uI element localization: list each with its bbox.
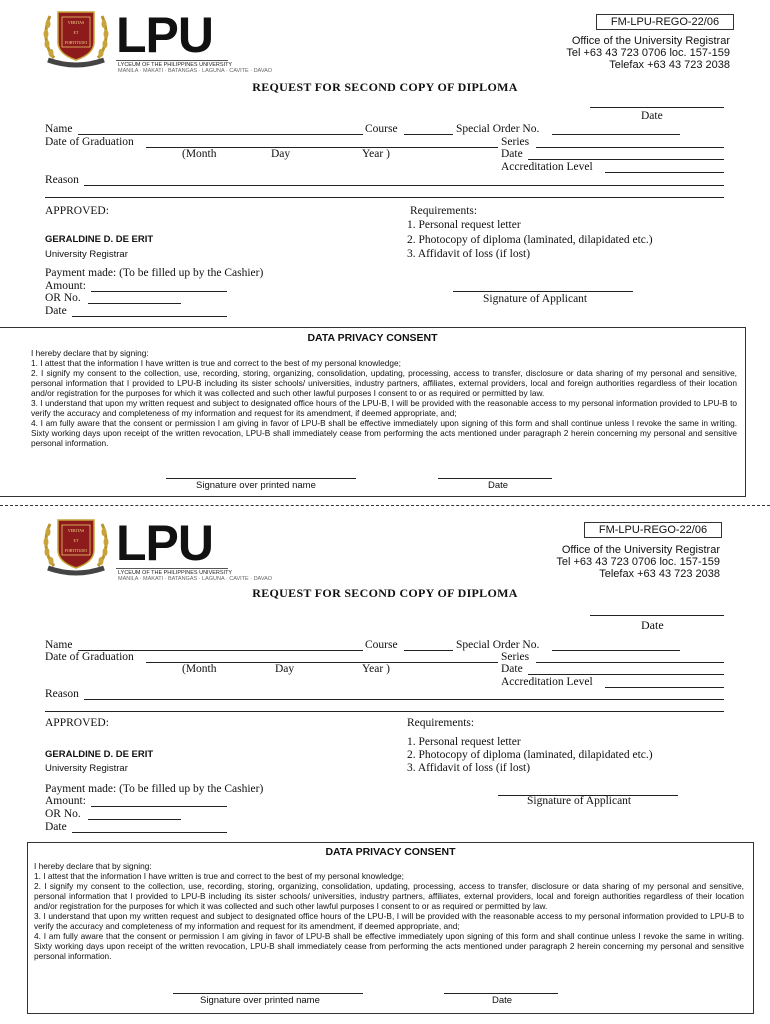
graduation-date-label: Date of Graduation	[45, 651, 134, 663]
request-date-line[interactable]	[590, 107, 724, 108]
privacy-title: DATA PRIVACY CONSENT	[325, 846, 456, 858]
month-label: (Month	[182, 663, 217, 675]
form-copy-1	[0, 0, 770, 505]
lpu-seal-logo	[40, 516, 112, 578]
privacy-text	[34, 861, 744, 961]
reason-line-1[interactable]	[84, 185, 724, 186]
lpu-seal-logo	[40, 8, 112, 70]
lpu-brand-text: LPU	[116, 7, 213, 63]
privacy-item-3: 3. I understand that upon my written request and subject to designated office hours of the LPU-B, I will be provided with the reasonable access to my personal information provided to LPU-B to verify the accuracy and completeness of my information and request for its amendment, if deemed appropriate, and;	[31, 398, 737, 418]
lpu-university-name: LYCEUM OF THE PHILIPPINES UNIVERSITY	[118, 62, 233, 68]
form-copy-2	[0, 508, 770, 1024]
privacy-intro: I hereby declare that by signing:	[34, 861, 152, 871]
requirement-item-3: 3. Affidavit of loss (if lost)	[407, 248, 531, 260]
privacy-date-line[interactable]	[438, 478, 552, 479]
requirement-item-2: 2. Photocopy of diploma (laminated, dilapidated etc.)	[407, 749, 653, 761]
registrar-name: GERALDINE D. DE ERIT	[45, 234, 154, 245]
name-label: Name	[45, 639, 73, 651]
privacy-date-label: Date	[488, 480, 509, 491]
privacy-signature-label: Signature over printed name	[200, 995, 320, 1006]
reason-line-2[interactable]	[45, 711, 724, 712]
payment-label: Payment made: (To be filled up by the Cashier)	[45, 267, 264, 279]
registrar-position: University Registrar	[45, 763, 128, 774]
privacy-intro: I hereby declare that by signing:	[31, 348, 149, 358]
privacy-item-1: 1. I attest that the information I have written is true and correct to the best of my personal knowledge;	[31, 358, 401, 368]
accreditation-line[interactable]	[605, 687, 724, 688]
lpu-campuses: MANILA · MAKATI · BATANGAS · LAGUNA · CAVITE · DAVAO	[118, 576, 273, 582]
requirement-item-1: 1. Personal request letter	[407, 219, 521, 231]
request-date-label: Date	[641, 618, 664, 632]
day-label: Day	[275, 663, 295, 675]
office-name: Office of the University Registrar	[571, 35, 730, 47]
form-title: REQUEST FOR SECOND COPY OF DIPLOMA	[252, 586, 518, 600]
office-info	[420, 544, 720, 580]
so-date-line[interactable]	[528, 674, 724, 675]
request-date-label: Date	[641, 110, 663, 122]
form-code-box: FM-LPU-REGO-22/06	[584, 522, 722, 538]
or-no-label: OR No.	[45, 292, 81, 304]
svg-text:FORTITUDO: FORTITUDO	[64, 40, 88, 45]
name-label: Name	[45, 123, 73, 135]
office-info	[430, 35, 730, 71]
reason-label: Reason	[45, 174, 79, 186]
privacy-item-4: 4. I am fully aware that the consent or permission I am giving in favor of LPU-B shall be effective immediately upon signing of this form and shall continue unless I revoke the same in writing. Sixty working days upon receipt of the written revocation, LPU-B shall immediately cease from performing the acts mentioned under paragraph 2 herein concerning my personal and sensitive personal information.	[31, 418, 737, 448]
svg-text:ET: ET	[73, 30, 79, 35]
requirement-item-1: 1. Personal request letter	[407, 736, 521, 748]
name-line[interactable]	[78, 134, 363, 135]
privacy-signature-line[interactable]	[166, 478, 356, 479]
month-label: (Month	[182, 148, 217, 160]
series-label: Series	[501, 651, 530, 663]
office-telefax: Telefax +63 43 723 2038	[599, 568, 720, 580]
approved-label: APPROVED:	[45, 717, 109, 729]
series-label: Series	[501, 136, 530, 148]
privacy-signature-line[interactable]	[173, 993, 363, 994]
applicant-signature-label: Signature of Applicant	[527, 795, 632, 807]
or-no-label: OR No.	[45, 808, 81, 820]
accreditation-label: Accreditation Level	[501, 161, 593, 173]
or-no-line[interactable]	[88, 819, 181, 820]
privacy-text	[31, 348, 737, 448]
special-order-label: Special Order No.	[456, 639, 540, 651]
applicant-signature-line[interactable]	[453, 291, 633, 292]
payment-date-line[interactable]	[72, 832, 227, 833]
request-date-line[interactable]	[590, 615, 724, 616]
course-label: Course	[365, 123, 398, 135]
privacy-date-line[interactable]	[444, 993, 558, 994]
lpu-campuses: MANILA · MAKATI · BATANGAS · LAGUNA · CAVITE · DAVAO	[118, 68, 273, 74]
graduation-date-label: Date of Graduation	[45, 136, 134, 148]
svg-text:VERITAS: VERITAS	[67, 528, 85, 533]
logo-rule	[116, 60, 228, 61]
privacy-date-label: Date	[492, 995, 513, 1006]
or-no-line[interactable]	[88, 303, 181, 304]
reason-label: Reason	[45, 688, 79, 700]
privacy-title: DATA PRIVACY CONSENT	[307, 332, 438, 344]
office-name: Office of the University Registrar	[561, 544, 720, 556]
amount-label: Amount:	[45, 280, 86, 292]
registrar-name: GERALDINE D. DE ERIT	[45, 749, 154, 760]
series-line[interactable]	[536, 662, 724, 663]
data-privacy-box	[27, 842, 754, 1014]
privacy-item-4: 4. I am fully aware that the consent or permission I am giving in favor of LPU-B shall be effective immediately upon signing of this form and shall continue unless I revoke the same in writing. Sixty working days upon receipt of the written revocation, LPU-B shall immediately cease from performing the acts mentioned under paragraph 2 herein concerning my personal and sensitive personal information.	[34, 931, 744, 961]
privacy-item-2: 2. I signify my consent to the collection, use, recording, storing, organizing, consolidation, updating, processing, access to transfer, disclosure or data sharing of my personal and sensitive, personal information that I provided to LPU-B including its sister schools/ universities, industry partners, affiliates, external providers, local and foreign authorities regardless of their location and/or registration for the purposes for which it was collected and such other lawful purposes I consent to or as required or permitted by law.	[34, 881, 744, 911]
privacy-item-1: 1. I attest that the information I have written is true and correct to the best of my personal knowledge;	[34, 871, 404, 881]
privacy-item-3: 3. I understand that upon my written request and subject to designated office hours of the LPU-B, I will be provided with the reasonable access to my personal information provided to LPU-B to verify the accuracy and completeness of my information and request for its amendment, if deemed appropriate, and;	[34, 911, 744, 931]
so-date-line[interactable]	[528, 159, 724, 160]
cut-line	[0, 505, 770, 506]
year-label: Year )	[362, 148, 390, 160]
reason-line-1[interactable]	[84, 699, 724, 700]
so-date-label: Date	[501, 663, 523, 675]
form-title: REQUEST FOR SECOND COPY OF DIPLOMA	[252, 80, 518, 94]
form-code-box: FM-LPU-REGO-22/06	[596, 14, 734, 30]
so-date-label: Date	[501, 148, 523, 160]
requirements-label: Requirements:	[407, 717, 475, 729]
svg-text:ET: ET	[73, 538, 79, 543]
requirements-label: Requirements:	[410, 205, 478, 217]
approved-label: APPROVED:	[45, 205, 109, 217]
amount-line[interactable]	[91, 291, 227, 292]
accreditation-line[interactable]	[605, 172, 724, 173]
office-telefax: Telefax +63 43 723 2038	[609, 59, 730, 71]
payment-date-line[interactable]	[72, 316, 227, 317]
data-privacy-box	[0, 327, 746, 497]
requirement-item-2: 2. Photocopy of diploma (laminated, dilapidated etc.)	[407, 234, 653, 246]
privacy-signature-label: Signature over printed name	[196, 480, 316, 491]
lpu-brand-text: LPU	[116, 515, 213, 571]
day-label: Day	[271, 148, 291, 160]
privacy-item-2: 2. I signify my consent to the collection, use, recording, storing, organizing, consolidation, updating, processing, access to transfer, disclosure or data sharing of my personal and sensitive, personal information that I provided to LPU-B including its sister schools/ universities, industry partners, affiliates, external providers, local and foreign authorities regardless of their location and/or registration for the purposes for which it was collected and such other lawful purposes I consent to or as required or permitted by law.	[31, 368, 737, 398]
office-tel: Tel +63 43 723 0706 loc. 157-159	[566, 47, 730, 59]
logo-rule	[116, 568, 228, 569]
applicant-signature-label: Signature of Applicant	[483, 293, 588, 305]
amount-label: Amount:	[45, 795, 86, 807]
course-label: Course	[365, 639, 398, 651]
payment-date-label: Date	[45, 821, 67, 833]
special-order-line[interactable]	[552, 134, 680, 135]
office-tel: Tel +63 43 723 0706 loc. 157-159	[556, 556, 720, 568]
amount-line[interactable]	[91, 806, 227, 807]
payment-date-label: Date	[45, 305, 67, 317]
svg-text:FORTITUDO: FORTITUDO	[64, 548, 88, 553]
accreditation-label: Accreditation Level	[501, 676, 593, 688]
lpu-university-name: LYCEUM OF THE PHILIPPINES UNIVERSITY	[118, 570, 233, 576]
course-line[interactable]	[404, 134, 453, 135]
registrar-position: University Registrar	[45, 249, 128, 260]
requirement-item-3: 3. Affidavit of loss (if lost)	[407, 762, 531, 774]
reason-line-2[interactable]	[45, 197, 724, 198]
payment-label: Payment made: (To be filled up by the Cashier)	[45, 783, 264, 795]
year-label: Year )	[362, 663, 390, 675]
series-line[interactable]	[536, 147, 724, 148]
special-order-label: Special Order No.	[456, 123, 540, 135]
special-order-line[interactable]	[552, 650, 680, 651]
course-line[interactable]	[404, 650, 453, 651]
svg-text:VERITAS: VERITAS	[67, 20, 85, 25]
